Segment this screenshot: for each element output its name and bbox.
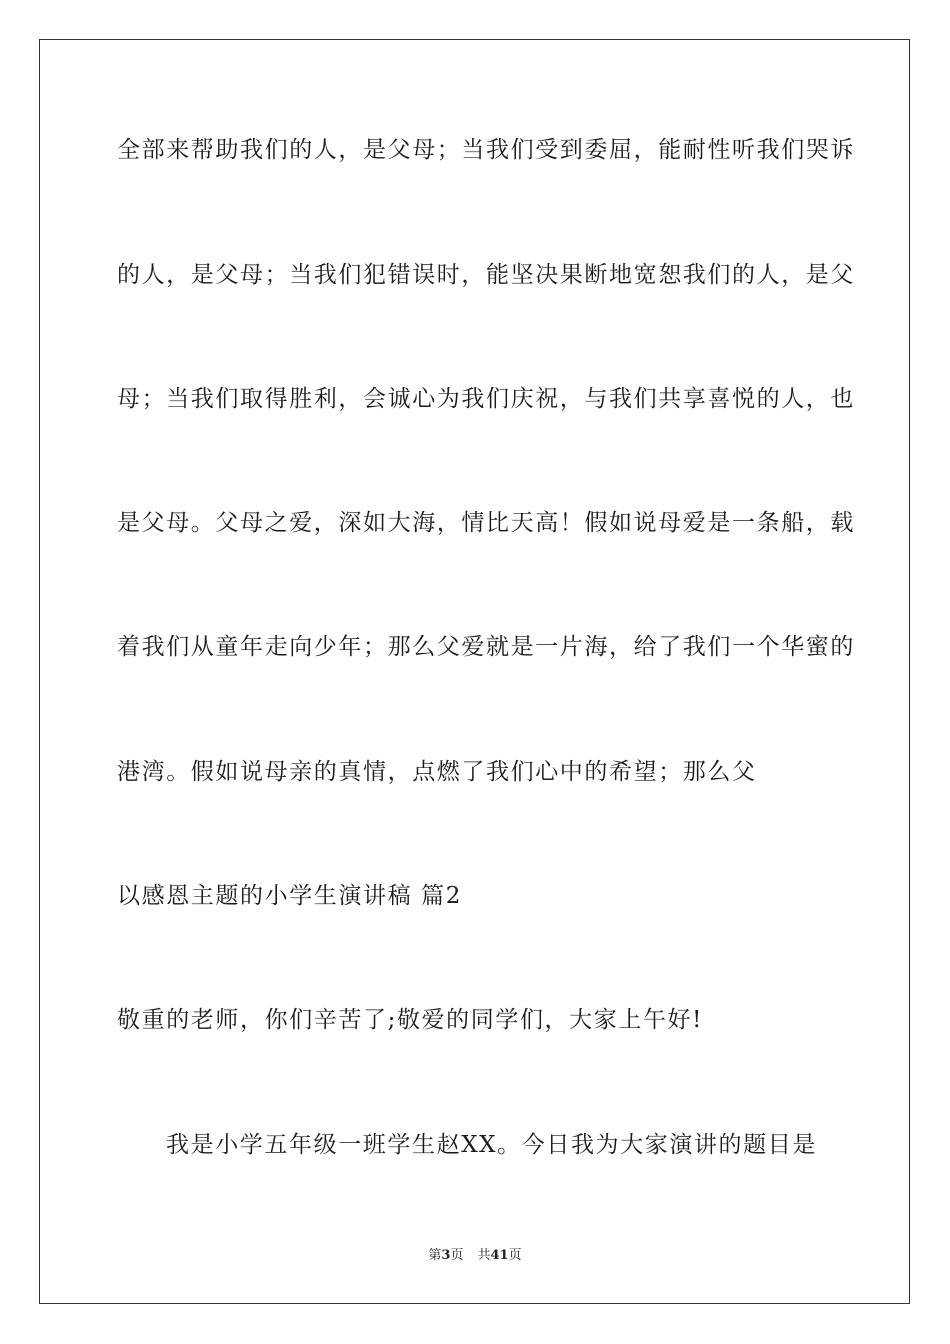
footer-page-suffix: 页 <box>450 1248 464 1263</box>
page-footer <box>0 1247 950 1265</box>
body-line-4: 是父母。父母之爱，深如大海，情比天高！假如说母爱是一条船，载 <box>117 510 855 536</box>
page-border <box>39 39 910 1304</box>
greeting-line: 敬重的老师，你们辛苦了;敬爱的同学们，大家上午好! <box>117 1007 703 1033</box>
footer-page-prefix: 第 <box>428 1248 442 1263</box>
body-line-5: 着我们从童年走向少年；那么父爱就是一片海，给了我们一个华蜜的 <box>117 634 855 660</box>
body-line-1: 全部来帮助我们的人，是父母；当我们受到委屈，能耐性听我们哭诉 <box>117 137 855 163</box>
body-line-6: 港湾。假如说母亲的真情，点燃了我们心中的希望；那么父 <box>117 759 757 785</box>
body-line-2: 的人，是父母；当我们犯错误时，能坚决果断地宽恕我们的人，是父 <box>117 262 855 288</box>
footer-page-number: 3 <box>441 1248 451 1263</box>
footer-total-suffix: 页 <box>508 1248 522 1263</box>
body-line-3: 母；当我们取得胜利，会诚心为我们庆祝，与我们共享喜悦的人，也 <box>117 386 855 412</box>
section-heading: 以感恩主题的小学生演讲稿 篇2 <box>117 883 462 909</box>
footer-total-pages: 41 <box>490 1248 509 1263</box>
footer-total-prefix: 共 <box>477 1248 491 1263</box>
intro-line: 我是小学五年级一班学生赵XX。今日我为大家演讲的题目是 <box>166 1132 817 1158</box>
